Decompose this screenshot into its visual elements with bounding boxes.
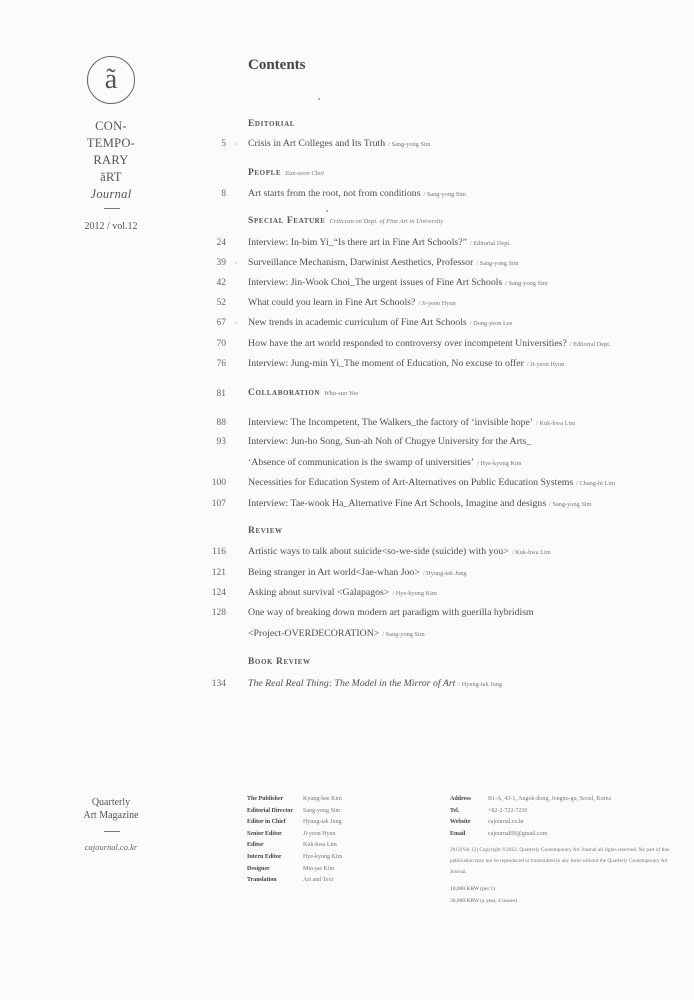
page-number: 93 xyxy=(216,437,226,447)
credit-row: Intern Editor Hye-kyung Kim xyxy=(247,853,343,860)
quarterly-text: Quarterly xyxy=(91,797,131,808)
paper-speck xyxy=(318,98,320,100)
website-label: cajournal.co.kr xyxy=(84,842,138,852)
toc-entry: Being stranger in Art world<Jae-whan Joo> / Hyung-tak Jung xyxy=(248,567,467,578)
section-heading: Editorial xyxy=(248,119,296,129)
credit-row: Editor Kuk-hwa Lim xyxy=(247,842,337,849)
toc-entry: Interview: Jin-Wook Choi_The urgent issues of Fine Art Schools / Sang-yong Sim xyxy=(248,277,548,288)
page-title: Contents xyxy=(248,57,306,73)
page-number: 124 xyxy=(211,588,226,598)
toc-entry: The Real Real Thing: The Model in the Mirror of Art / Hyung-tak Jung xyxy=(248,678,503,689)
toc-entry: Interview: The Incompetent, The Walkers_the factory of ‘invisible hope’ / Kuk-hwa Lim xyxy=(248,417,575,428)
contact-info xyxy=(450,794,611,840)
contact-row: Address B1-A, 43-1, Angok-dong, Jongno-gu, Seoul, Korea xyxy=(450,796,611,802)
page-number: 24 xyxy=(216,238,226,248)
page-number: 81 xyxy=(216,389,226,399)
section-collaboration: Collaboration Wha-sun Yoo xyxy=(248,388,359,398)
magazine-name-line: RARY xyxy=(93,153,129,167)
price-single: 10,000 KRW (per 1) xyxy=(450,886,496,892)
credit-row: Designer Min-jae Kim xyxy=(247,865,335,872)
journal-logo xyxy=(87,56,135,104)
credit-row: Editorial Director Sang-yong Sim xyxy=(247,807,341,814)
divider xyxy=(104,831,120,832)
contact-row: Email cajournal09@gmail.com xyxy=(450,830,548,837)
toc-entry: Interview: Jung-min Yi_The moment of Education, No excuse to offer / Ji-yeon Hyun xyxy=(248,358,565,369)
credit-row: Editor in Chief Hyung-tak Jung xyxy=(247,819,342,826)
price-annual: 30,000 KRW (a year, 4 issues) xyxy=(450,898,518,904)
section-heading: Book Review xyxy=(248,657,311,667)
contact-row: Website cajournal.co.kr xyxy=(450,819,524,826)
credit-row: Translation Art and Text xyxy=(247,877,334,884)
toc-entry: Necessities for Education System of Art-Alternatives on Public Education Systems / Chang-hi Lim xyxy=(248,477,615,488)
page-number: 5 xyxy=(221,139,226,149)
toc-entry: How have the art world responded to controversy over incompetent Universities? / Editorial Dept. xyxy=(248,338,611,349)
toc-entry: Crisis in Art Colleges and Its Truth / Sang-yong Sim xyxy=(248,138,431,149)
toc-entry: Artistic ways to talk about suicide<so-we-side (suicide) with you> / Kuk-hwa Lim xyxy=(248,546,551,557)
section-special-feature: Special Feature Criticism on Dept. of Fine Art in University xyxy=(248,216,444,226)
paper-speck xyxy=(326,210,328,212)
toc-entry: Asking about survival <Galapagos> / Hye-kyung Kim xyxy=(248,587,437,598)
arrow-icon: > xyxy=(234,321,238,327)
page-number: 134 xyxy=(211,679,226,689)
page-number: 39 xyxy=(216,258,226,268)
magazine-name-line: ãRT xyxy=(100,170,122,184)
section-people: People Eun-seon Choi xyxy=(248,168,324,178)
toc-entry-continued: ‘Absence of communication is the swamp of universities’ / Hye-kyung Kim xyxy=(248,457,522,468)
magazine-name xyxy=(80,118,142,203)
page-number: 128 xyxy=(211,608,226,618)
page-number: 8 xyxy=(221,189,226,199)
toc-entry: What could you learn in Fine Art Schools? / Ji-yeon Hyun xyxy=(248,297,456,308)
page-number: 88 xyxy=(216,418,226,428)
credit-row: The Publisher Kyung-hee Kim xyxy=(247,796,342,802)
section-heading: Review xyxy=(248,526,283,536)
volume-label: 2012 / vol.12 xyxy=(84,221,138,232)
page-number: 42 xyxy=(216,278,226,288)
art-magazine-text: Art Magazine xyxy=(83,810,139,821)
page-number: 70 xyxy=(216,339,226,349)
section-heading: Special Feature xyxy=(248,216,326,226)
section-editorial xyxy=(248,119,295,129)
section-review xyxy=(248,526,283,536)
magazine-name-journal: Journal xyxy=(90,187,132,201)
section-heading: People xyxy=(248,168,282,178)
section-book-review xyxy=(248,657,311,667)
page-number: 121 xyxy=(211,568,226,578)
staff-credits xyxy=(247,794,342,887)
copyright-notice: 2012(Vol.12) Copyright ©2012. Quarterly Contemporary Art Journal all rights reserved. No part of this publication may not be reproduced or transmitted in any form without the Quarterly Contemporary Art Journal. xyxy=(450,847,670,876)
magazine-name-line: CON- xyxy=(95,119,127,133)
toc-entry: Interview: Jun-ho Song, Sun-ah Noh of Chugye University for the Arts_ xyxy=(248,436,532,447)
toc-entry-continued: <Project-OVERDECORATION> / Sang-yong Sim xyxy=(248,628,425,639)
page-number: 107 xyxy=(211,499,226,509)
divider xyxy=(104,208,120,209)
page-number: 116 xyxy=(212,547,226,557)
toc-entry: Surveillance Mechanism, Darwinist Aesthetics, Professor / Sang-yong Sim xyxy=(248,257,519,268)
page-number: 100 xyxy=(211,478,226,488)
page-number: 67 xyxy=(216,318,226,328)
arrow-icon: > xyxy=(234,142,238,148)
logo-glyph: ã xyxy=(104,64,118,95)
toc-entry: Interview: Tae-wook Ha_Alternative Fine Art Schools, Imagine and designs / Sang-yong Sim xyxy=(248,498,592,509)
section-heading: Collaboration xyxy=(248,388,321,398)
toc-entry: One way of breaking down modern art paradigm with guerilla hybridism xyxy=(248,607,534,618)
toc-entry: Interview: In-bim Yi_“Is there art in Fine Art Schools?” / Editorial Dept. xyxy=(248,237,511,248)
magazine-name-line: TEMPO- xyxy=(86,136,136,150)
credit-row: Senior Editor Ji-yeon Hyun xyxy=(247,830,336,837)
arrow-icon: > xyxy=(234,261,238,267)
toc-entry: New trends in academic curriculum of Fine Art Schools / Dong-yeon Lee xyxy=(248,317,513,328)
page-number: 52 xyxy=(216,298,226,308)
toc-entry: Art starts from the root, not from conditions / Sang-yong Sim xyxy=(248,188,466,199)
quarterly-label xyxy=(78,796,144,822)
page-number: 76 xyxy=(216,359,226,369)
contact-row: Tel. +82-2-722-7230 xyxy=(450,807,528,814)
